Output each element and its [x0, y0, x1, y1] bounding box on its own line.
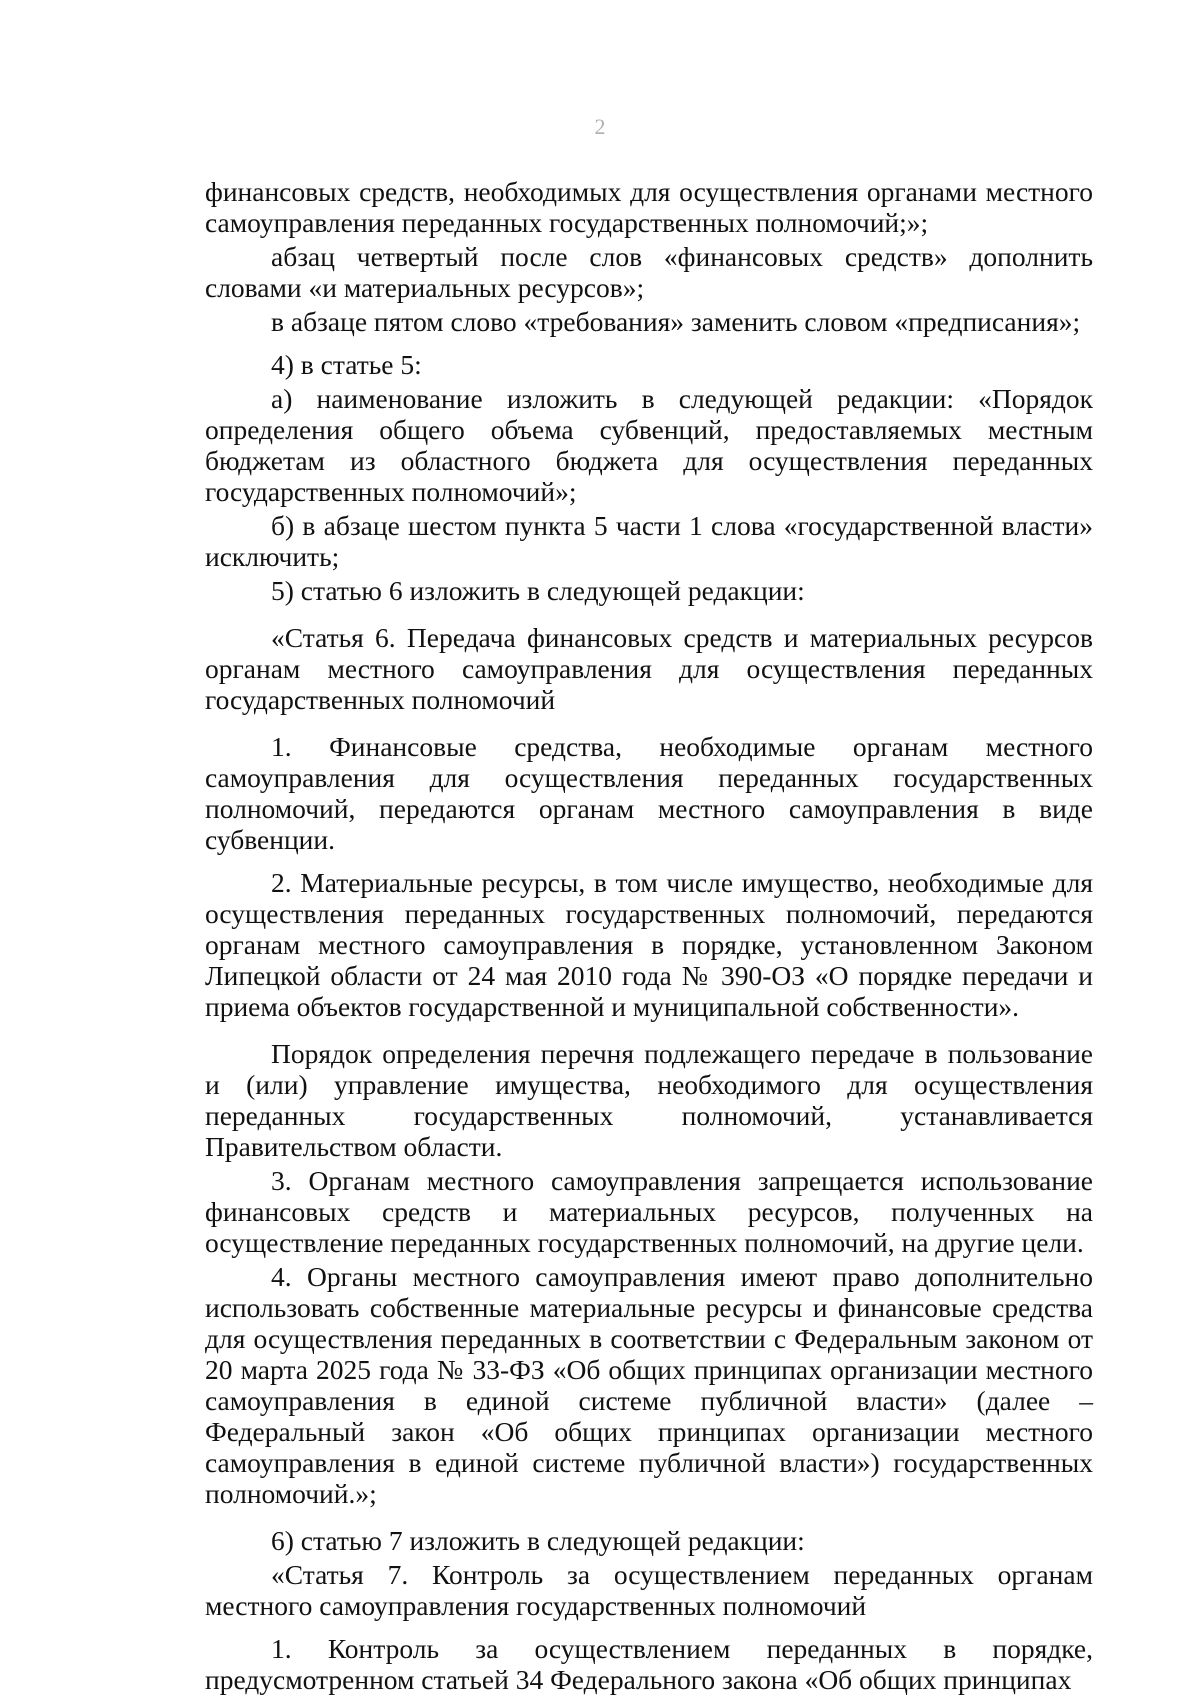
article-6-item-2-paragraph-2: Порядок определения перечня подлежащего передаче в пользование и (или) управление имущества, необходимого для осуществления переданных государственных полномочий, устанавливается Правительством области. — [205, 1038, 1093, 1162]
paragraph-4: 4) в статье 5: — [271, 349, 422, 380]
page-number: 2 — [594, 114, 606, 139]
article-6-item-1: 1. Финансовые средства, необходимые органам местного самоуправления для осуществления переданных государственных полномочий, передаются органам местного самоуправления в виде субвенции. — [205, 731, 1093, 855]
paragraph-7: 5) статью 6 изложить в следующей редакции: — [271, 575, 805, 606]
paragraph-6: б) в абзаце шестом пункта 5 части 1 слова «государственной власти» исключить; — [205, 510, 1093, 572]
paragraph-5: а) наименование изложить в следующей редакции: «Порядок определения общего объема субвенций, предоставляемых местным бюджетам из областного бюджета для осуществления переданных государственных полномочий»; — [205, 383, 1093, 507]
article-7-item-1: 1. Контроль за осуществлением переданных в порядке, предусмотренном статьей 34 Федерального закона «Об общих принципах — [205, 1633, 1093, 1695]
paragraph-1: финансовых средств, необходимых для осуществления органами местного самоуправления переданных государственных полномочий;»; — [205, 176, 1093, 238]
article-6-item-2: 2. Материальные ресурсы, в том числе имущество, необходимые для осуществления переданных государственных полномочий, передаются органам местного самоуправления в порядке, установленном Законом Липецкой области от 24 мая 2010 года № 390-ОЗ «О порядке передачи и приема объектов государственной и муниципальной собственности». — [205, 867, 1093, 1022]
document-body — [205, 176, 1093, 1698]
paragraph-2: абзац четвертый после слов «финансовых средств» дополнить словами «и материальных ресурсов»; — [205, 241, 1093, 303]
paragraph-statya-7: 6) статью 7 изложить в следующей редакции: — [271, 1525, 805, 1556]
article-6-item-4: 4. Органы местного самоуправления имеют право дополнительно использовать собственные материальные ресурсы и финансовые средства для осуществления переданных в соответствии с Федеральным законом от 20 марта 2025 года № 33-ФЗ «Об общих принципах организации местного самоуправления в единой системе публичной власти» (далее – Федеральный закон «Об общих принципах организации местного самоуправления в единой системе публичной власти») государственных полномочий.»; — [205, 1261, 1093, 1509]
paragraph-3: в абзаце пятом слово «требования» заменить словом «предписания»; — [271, 306, 1081, 337]
article-7-heading: «Статья 7. Контроль за осуществлением переданных органам местного самоуправления государственных полномочий — [205, 1559, 1093, 1621]
article-6-item-3: 3. Органам местного самоуправления запрещается использование финансовых средств и материальных ресурсов, полученных на осуществление переданных государственных полномочий, на другие цели. — [205, 1165, 1093, 1258]
article-6-heading: «Статья 6. Передача финансовых средств и материальных ресурсов органам местного самоуправления для осуществления переданных государственных полномочий — [205, 622, 1093, 715]
